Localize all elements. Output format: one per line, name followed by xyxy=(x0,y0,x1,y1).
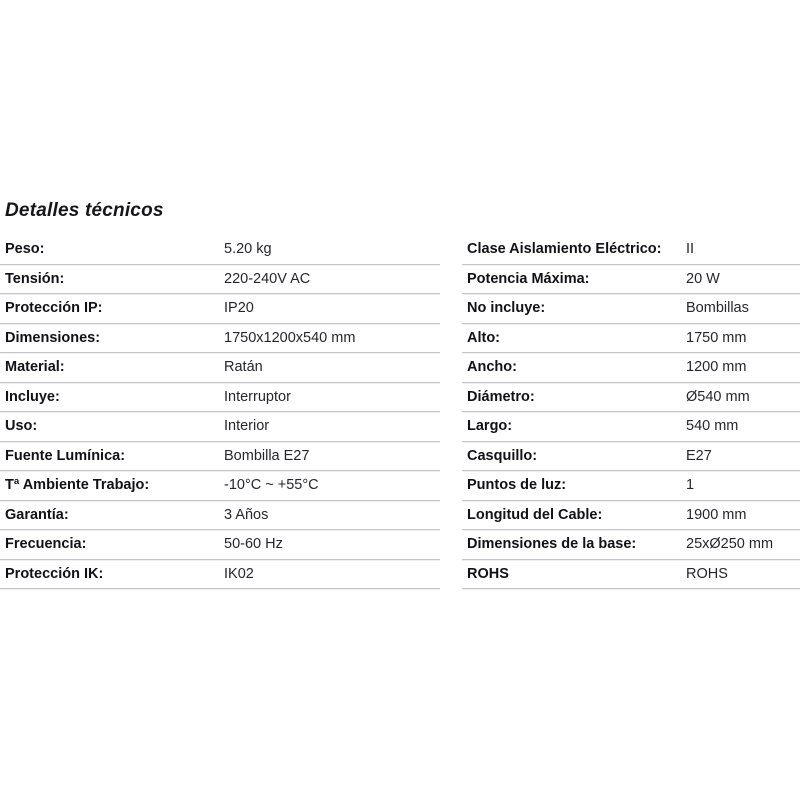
spec-value: Interior xyxy=(224,418,270,435)
spec-label: Garantía: xyxy=(5,506,69,523)
spec-label: Potencia Máxima: xyxy=(467,270,590,287)
table-row xyxy=(462,294,800,324)
spec-label: Incluye: xyxy=(5,388,60,405)
spec-label: Clase Aislamiento Eléctrico: xyxy=(467,241,662,258)
table-row xyxy=(0,294,440,324)
spec-value: -10°C ~ +55°C xyxy=(224,477,319,494)
spec-label: Casquillo: xyxy=(467,447,538,464)
spec-value: 1900 mm xyxy=(686,506,747,523)
spec-value: 220-240V AC xyxy=(224,270,311,287)
spec-value: 1750x1200x540 mm xyxy=(224,329,356,346)
spec-value: E27 xyxy=(686,447,712,464)
table-row xyxy=(0,265,440,295)
spec-value: Ratán xyxy=(224,359,263,376)
spec-label: Uso: xyxy=(5,418,38,435)
spec-label: Ancho: xyxy=(467,359,517,376)
spec-value: ROHS xyxy=(686,565,728,582)
spec-label: Largo: xyxy=(467,418,513,435)
spec-value: 20 W xyxy=(686,270,720,287)
table-row xyxy=(462,442,800,472)
table-row xyxy=(0,353,440,383)
table-row xyxy=(462,560,800,590)
spec-label: Dimensiones de la base: xyxy=(467,536,637,553)
spec-value: 540 mm xyxy=(686,418,739,435)
table-row xyxy=(0,501,440,531)
table-row xyxy=(462,501,800,531)
spec-label: Tensión: xyxy=(5,270,65,287)
spec-value: IK02 xyxy=(224,565,254,582)
spec-value: 3 Años xyxy=(224,506,269,523)
table-row xyxy=(462,353,800,383)
table-row xyxy=(0,530,440,560)
table-row xyxy=(0,383,440,413)
spec-label: Tª Ambiente Trabajo: xyxy=(5,477,150,494)
table-row xyxy=(462,383,800,413)
spec-label: Longitud del Cable: xyxy=(467,506,603,523)
spec-value: Ø540 mm xyxy=(686,388,750,405)
specs-table-right xyxy=(462,235,800,589)
spec-label: Diámetro: xyxy=(467,388,535,405)
table-row xyxy=(0,235,440,265)
spec-label: Material: xyxy=(5,359,65,376)
spec-value: IP20 xyxy=(224,300,254,317)
table-row xyxy=(0,442,440,472)
table-row xyxy=(462,530,800,560)
spec-value: 25xØ250 mm xyxy=(686,536,774,553)
table-row xyxy=(462,235,800,265)
spec-label: Fuente Lumínica: xyxy=(5,447,126,464)
specs-tables-container xyxy=(0,235,800,589)
table-row xyxy=(0,324,440,354)
spec-label: No incluye: xyxy=(467,300,546,317)
spec-value: 50-60 Hz xyxy=(224,536,283,553)
spec-label: ROHS xyxy=(467,565,509,582)
spec-label: Puntos de luz: xyxy=(467,477,567,494)
table-row xyxy=(462,324,800,354)
spec-value: Bombilla E27 xyxy=(224,447,310,464)
table-row xyxy=(0,471,440,501)
spec-label: Frecuencia: xyxy=(5,536,87,553)
spec-value: Interruptor xyxy=(224,388,291,405)
spec-label: Protección IP: xyxy=(5,300,103,317)
table-row xyxy=(0,412,440,442)
spec-value: 5.20 kg xyxy=(224,241,272,258)
table-row xyxy=(462,412,800,442)
specs-table-left xyxy=(0,235,440,589)
spec-value: 1200 mm xyxy=(686,359,747,376)
table-row xyxy=(0,560,440,590)
spec-value: 1 xyxy=(686,477,695,494)
spec-value: II xyxy=(686,241,695,258)
spec-value: Bombillas xyxy=(686,300,749,317)
table-row xyxy=(462,265,800,295)
spec-label: Dimensiones: xyxy=(5,329,101,346)
page-title: Detalles técnicos xyxy=(5,199,164,221)
spec-value: 1750 mm xyxy=(686,329,747,346)
table-row xyxy=(462,471,800,501)
spec-label: Alto: xyxy=(467,329,501,346)
spec-label: Protección IK: xyxy=(5,565,104,582)
spec-label: Peso: xyxy=(5,241,45,258)
